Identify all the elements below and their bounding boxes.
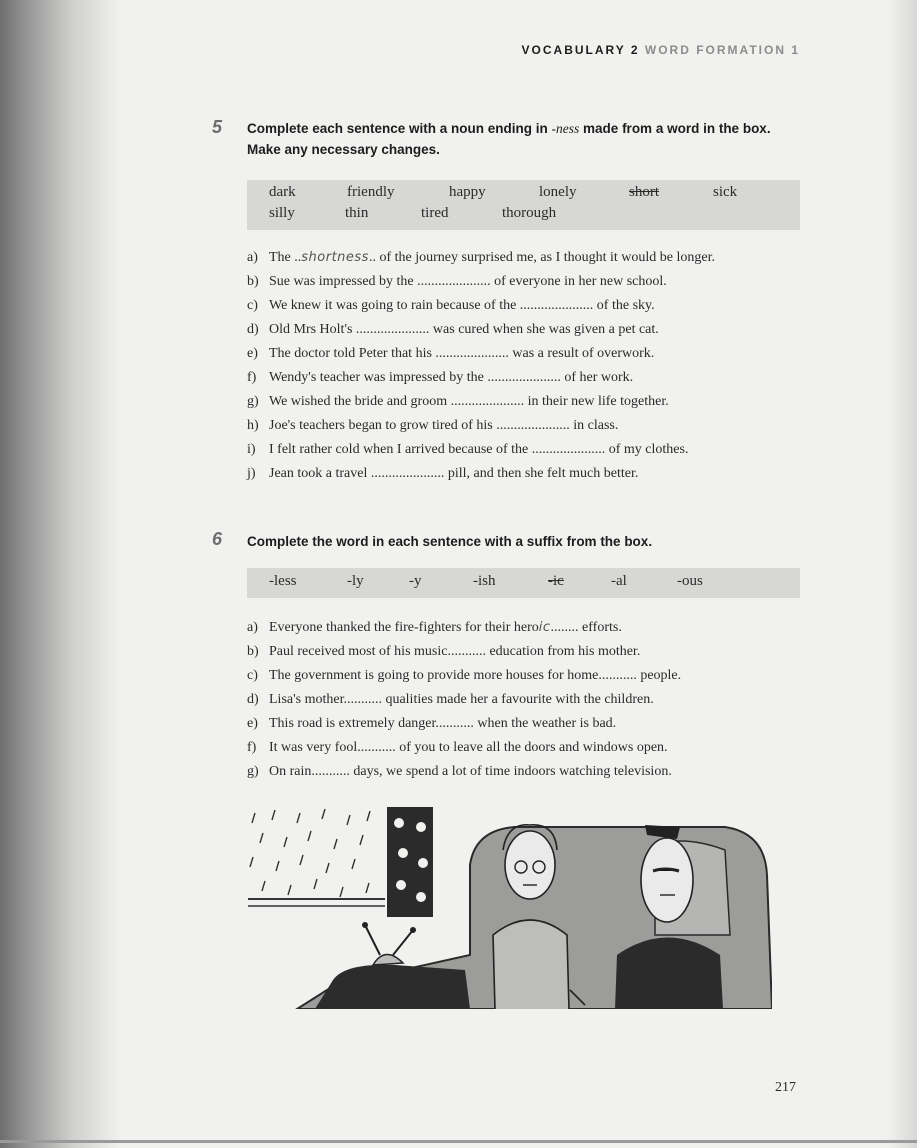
box-word: friendly xyxy=(347,184,395,200)
list-item xyxy=(247,390,807,414)
item-text: The doctor told Peter that his ..................... was a result of overwork. xyxy=(269,346,655,361)
exercise-5-instruction xyxy=(247,118,792,160)
list-item xyxy=(247,414,807,438)
item-letter: e) xyxy=(247,716,258,731)
header-topic: WORD FORMATION 1 xyxy=(644,43,800,57)
box-word: sick xyxy=(713,184,738,200)
item-text: Paul received most of his music........... education from his mother. xyxy=(269,644,641,659)
item-letter: i) xyxy=(247,442,256,457)
list-item xyxy=(247,462,807,486)
list-item xyxy=(247,736,807,760)
item-letter: d) xyxy=(247,692,259,707)
list-item xyxy=(247,712,807,736)
exercise-6-number: 6 xyxy=(212,529,223,549)
item-letter: b) xyxy=(247,644,259,659)
item-text: The government is going to provide more houses for home........... people. xyxy=(269,668,682,683)
item-text: Joe's teachers began to grow tired of his ..................... in class. xyxy=(269,418,619,433)
exercise-5-word-box xyxy=(247,180,800,230)
list-item xyxy=(247,246,789,270)
item-letter: a) xyxy=(247,620,258,635)
item-text: Old Mrs Holt's ..................... was cured when she was given a pet cat. xyxy=(269,322,659,337)
item-letter: c) xyxy=(247,298,258,313)
box-word: happy xyxy=(449,184,486,200)
box-word: dark xyxy=(269,184,296,200)
list-item xyxy=(247,760,807,784)
exercise-5-list xyxy=(247,246,807,486)
exercise-5-number: 5 xyxy=(212,117,223,137)
box-suffix: -al xyxy=(611,573,627,589)
box-word: lonely xyxy=(539,184,577,200)
item-letter: f) xyxy=(247,740,257,755)
box-suffix: -ly xyxy=(347,573,364,589)
item-letter: g) xyxy=(247,394,259,409)
item-text: ........ efforts. xyxy=(550,620,622,635)
item-text: Wendy's teacher was impressed by the ..................... of her work. xyxy=(269,370,634,385)
item-text: Sue was impressed by the ..................... of everyone in her new school. xyxy=(269,274,667,289)
box-suffix: -ous xyxy=(677,573,703,589)
scan-shadow-left xyxy=(0,0,120,1148)
instruction-text: made from a word in the box. Make any necessary changes. xyxy=(247,121,771,157)
handwritten-answer: shortness xyxy=(301,250,369,265)
item-letter: j) xyxy=(247,466,256,481)
instruction-text: Complete each sentence with a noun ending in xyxy=(247,121,552,136)
bottom-rule xyxy=(0,1140,917,1143)
item-letter: a) xyxy=(247,250,258,265)
item-text: We wished the bride and groom ..................... in their new life together. xyxy=(269,394,669,409)
item-text: Lisa's mother........... qualities made her a favourite with the children. xyxy=(269,692,654,707)
item-letter: d) xyxy=(247,322,259,337)
item-text: We knew it was going to rain because of the ..................... of the sky. xyxy=(269,298,655,313)
item-letter: e) xyxy=(247,346,258,361)
list-item xyxy=(247,438,807,462)
item-letter: c) xyxy=(247,668,258,683)
item-letter: g) xyxy=(247,764,259,779)
header-section: VOCABULARY 2 xyxy=(521,43,640,57)
scan-shadow-right xyxy=(887,0,917,1148)
cartoon-illustration xyxy=(245,805,772,1009)
item-text: Jean took a travel ..................... pill, and then she felt much better. xyxy=(269,466,639,481)
box-word: silly xyxy=(269,205,295,221)
exercise-6-list xyxy=(247,616,807,784)
item-text: .. of the journey surprised me, as I thought it would be longer. xyxy=(368,250,716,265)
item-text: I felt rather cold when I arrived because of the ..................... of my clothes. xyxy=(269,442,689,457)
item-text: The .. xyxy=(269,250,302,265)
item-text: On rain........... days, we spend a lot of time indoors watching television. xyxy=(269,764,672,779)
page-number: 217 xyxy=(775,1080,796,1095)
exercise-6-suffix-box xyxy=(247,568,800,598)
item-text: It was very fool........... of you to leave all the doors and windows open. xyxy=(269,740,668,755)
box-word: tired xyxy=(421,205,449,221)
item-text: This road is extremely danger........... when the weather is bad. xyxy=(269,716,617,731)
item-letter: b) xyxy=(247,274,259,289)
list-item xyxy=(247,616,807,640)
running-header xyxy=(420,43,800,57)
list-item xyxy=(247,664,807,688)
list-item xyxy=(247,366,807,390)
list-item xyxy=(247,294,807,318)
instruction-suffix: -ness xyxy=(551,121,580,136)
box-word: thorough xyxy=(502,205,557,221)
box-suffix: -y xyxy=(409,573,422,589)
list-item xyxy=(247,342,807,366)
item-letter: f) xyxy=(247,370,257,385)
box-word-crossed: short xyxy=(629,184,659,200)
list-item xyxy=(247,640,807,664)
window-rain xyxy=(248,809,385,906)
list-item xyxy=(247,688,807,712)
list-item xyxy=(247,270,807,294)
exercise-6-instruction: Complete the word in each sentence with a suffix from the box. xyxy=(247,534,653,549)
item-text: Everyone thanked the fire-fighters for their hero xyxy=(269,620,539,635)
curtain xyxy=(387,807,433,917)
item-letter: h) xyxy=(247,418,259,433)
box-suffix-crossed: -ic xyxy=(548,573,564,589)
list-item xyxy=(247,318,807,342)
box-suffix: -ish xyxy=(473,573,496,589)
box-suffix: -less xyxy=(269,573,297,589)
box-word: thin xyxy=(345,205,369,221)
handwritten-answer: ic xyxy=(538,620,551,635)
